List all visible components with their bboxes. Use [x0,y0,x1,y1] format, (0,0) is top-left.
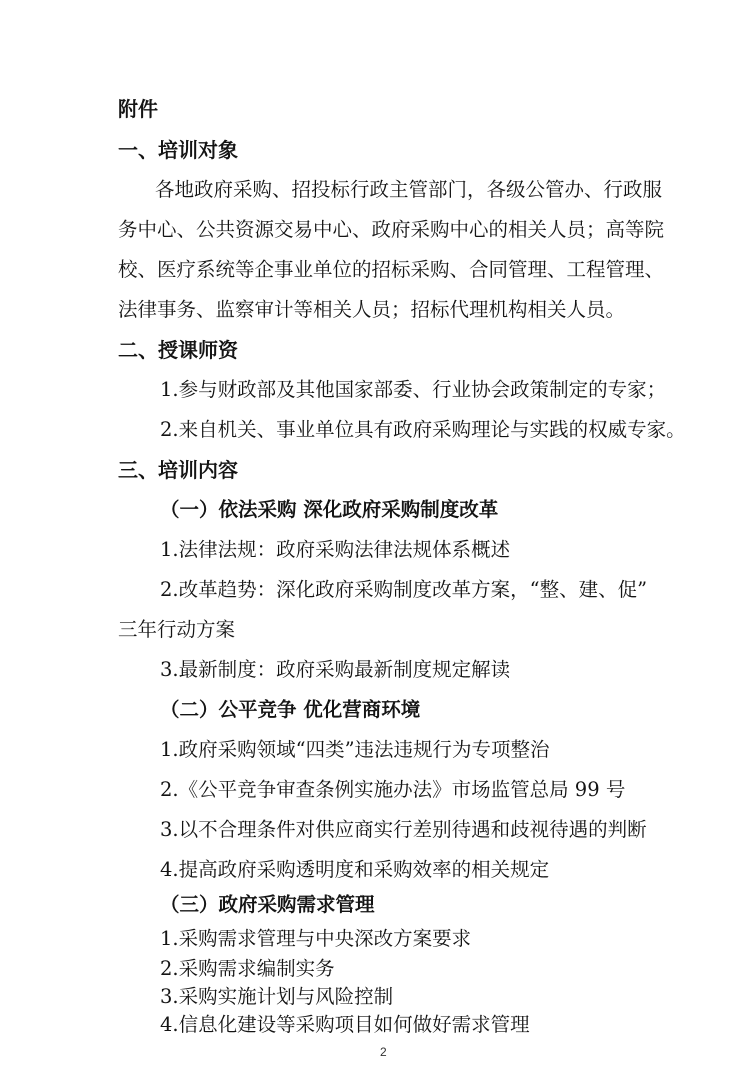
page-number: 2 [380,1045,387,1059]
subsection2-heading: （二）公平竞争 优化营商环境 [160,698,421,721]
subsection3-item: 4.信息化建设等采购项目如何做好需求管理 [160,1013,530,1036]
subsection2-item: 2.《公平竞争审查条例实施办法》市场监管总局 99 号 [160,778,626,801]
section1-para-line: 法律事务、监察审计等相关人员；招标代理机构相关人员。 [118,298,626,321]
subsection1-item: 3.最新制度：政府采购最新制度规定解读 [160,658,511,681]
subsection3-item: 1.采购需求管理与中央深改方案要求 [160,927,472,950]
section1-heading: 一、培训对象 [118,138,238,162]
subsection2-item: 4.提高政府采购透明度和采购效率的相关规定 [160,858,550,881]
section2-item: 1.参与财政部及其他国家部委、行业协会政策制定的专家； [160,378,667,401]
subsection3-heading: （三）政府采购需求管理 [160,893,375,916]
section1-para-line: 校、医疗系统等企事业单位的招标采购、合同管理、工程管理、 [118,258,665,281]
subsection3-item: 2.采购需求编制实务 [160,957,335,980]
subsection3-item: 3.采购实施计划与风险控制 [160,985,394,1008]
attachment-label: 附件 [118,97,158,121]
subsection2-item: 1.政府采购领域“四类”违法违规行为专项整治 [160,738,550,761]
subsection1-item: 1.法律法规：政府采购法律法规体系概述 [160,538,511,561]
subsection1-heading: （一）依法采购 深化政府采购制度改革 [160,498,499,521]
subsection1-item-continuation: 三年行动方案 [118,618,236,641]
section2-heading: 二、授课师资 [118,338,238,362]
section1-para-line: 务中心、公共资源交易中心、政府采购中心的相关人员；高等院 [118,218,665,241]
subsection2-item: 3.以不合理条件对供应商实行差别待遇和歧视待遇的判断 [160,818,647,841]
section3-heading: 三、培训内容 [118,458,238,482]
section1-para-line: 各地政府采购、招投标行政主管部门，各级公管办、行政服 [155,178,663,201]
section2-item: 2.来自机关、事业单位具有政府采购理论与实践的权威专家。 [160,418,686,441]
subsection1-item: 2.改革趋势：深化政府采购制度改革方案，“整、建、促” [160,578,648,601]
